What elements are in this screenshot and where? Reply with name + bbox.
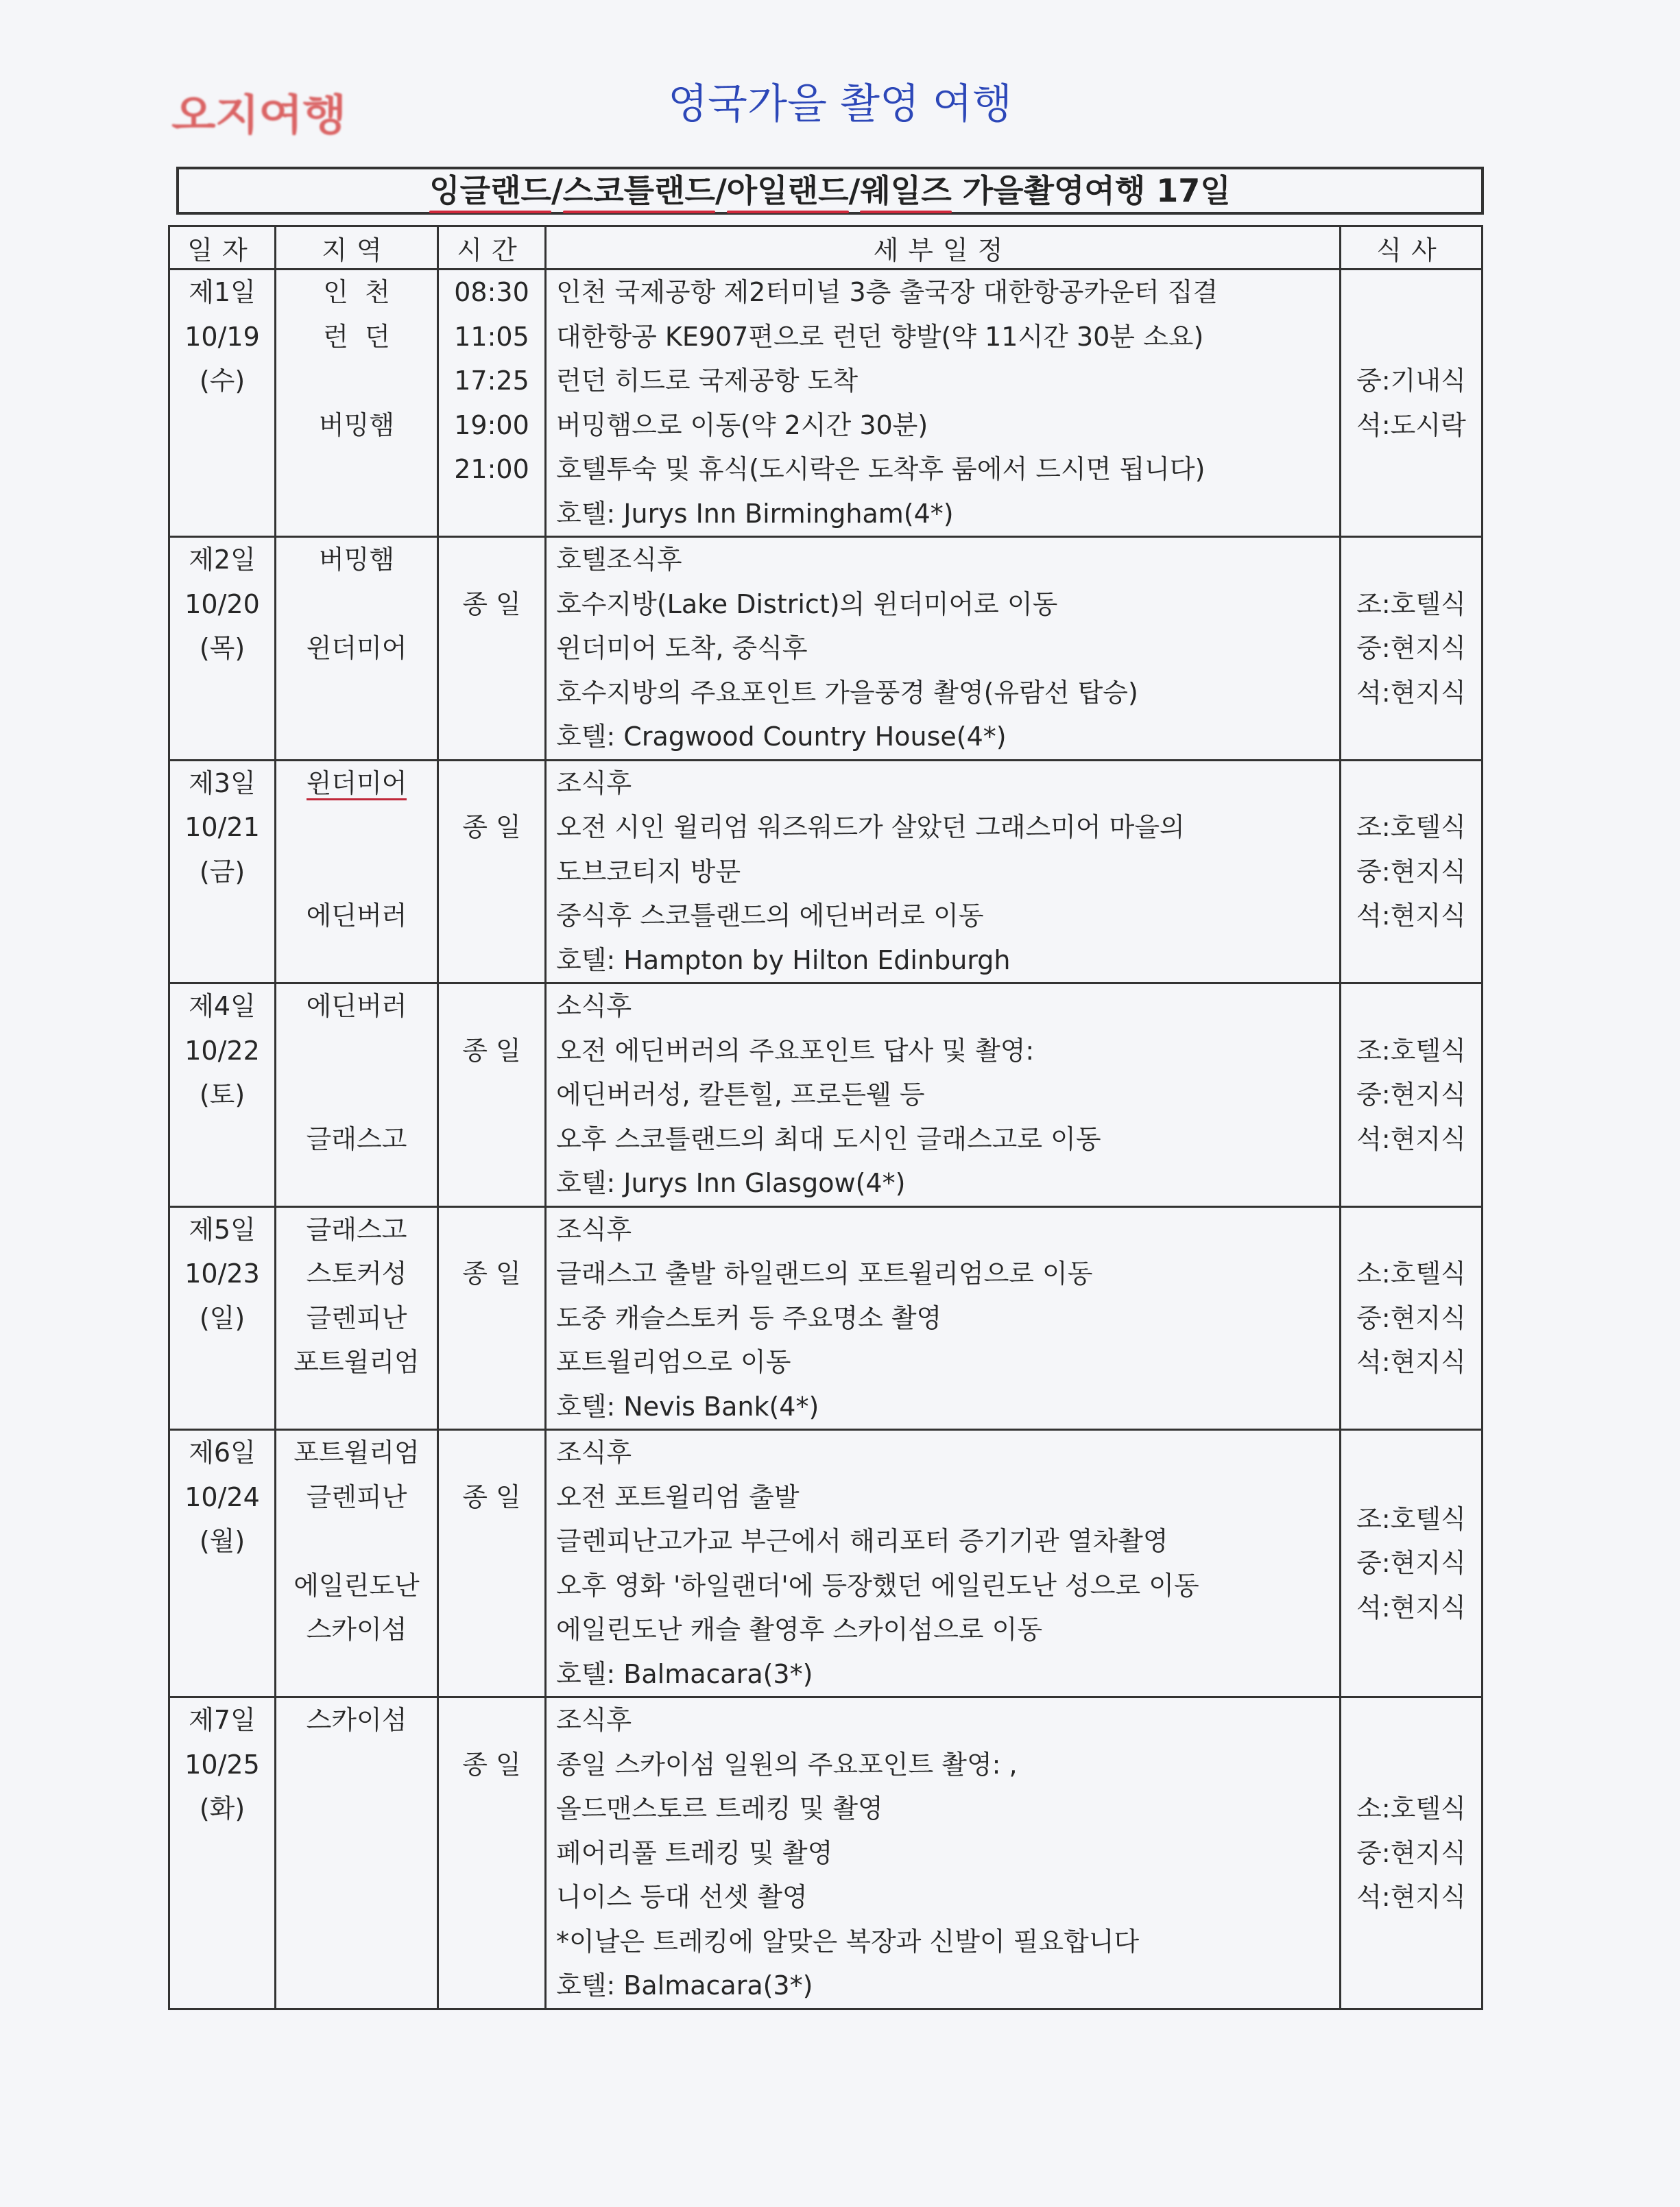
subtitle-scotland: 스코틀랜드: [563, 172, 715, 209]
meal-cell: [1341, 270, 1483, 537]
header-day: 일자: [169, 226, 276, 270]
detail-line: 도중 캐슬스토커 등 주요명소 촬영: [556, 1302, 942, 1333]
region-name: [276, 1073, 437, 1117]
day-row: [169, 1206, 1483, 1430]
meal-line: 조:호텔식: [1356, 1035, 1466, 1066]
detail-cell: [546, 983, 1341, 1207]
subtitle-sep: /: [715, 172, 727, 209]
day-date: 10/20: [184, 588, 260, 619]
detail-line: 인천 국제공항 제2터미널 3층 출국장 대한항공카운터 집결: [556, 277, 1219, 307]
region-name: 스카이섬: [306, 1614, 407, 1645]
detail-line: 호텔투숙 및 휴식(도시락은 도착후 룸에서 드시면 됩니다): [556, 454, 1205, 484]
meal-line: 조:호텔식: [1356, 812, 1466, 842]
meal-line: 중:현지식: [1356, 1302, 1466, 1333]
region-name: 글래스고: [306, 1123, 407, 1154]
day-cell: [169, 1206, 276, 1430]
detail-line: 에일린도난 캐슬 촬영후 스카이섬으로 이동: [556, 1614, 1043, 1645]
region-cell: [276, 983, 438, 1207]
region-name: 에딘버러: [306, 991, 407, 1021]
detail-line: 포트윌리엄으로 이동: [556, 1347, 791, 1377]
meal-line: 중:현지식: [1356, 1079, 1466, 1110]
time-value: 종 일: [462, 1258, 521, 1289]
header-row: [169, 226, 1483, 270]
time-value: [439, 1431, 544, 1475]
day-cell: [169, 1697, 276, 2009]
time-cell: [438, 1430, 546, 1697]
meal-line: 석:현지식: [1356, 1882, 1466, 1912]
meal-line: 중:현지식: [1356, 633, 1466, 663]
time-cell: [438, 537, 546, 761]
region-name: [276, 582, 437, 627]
meal-line: [1341, 984, 1481, 1029]
day-date: 10/22: [184, 1035, 260, 1066]
meal-line: 석:현지식: [1356, 1123, 1466, 1154]
day-date: 10/19: [184, 321, 260, 352]
detail-line: 호텔조식후: [556, 545, 682, 575]
subtitle-england: 잉글랜드: [429, 172, 551, 209]
meal-line: [1341, 1208, 1481, 1252]
detail-cell: [546, 270, 1341, 537]
detail-line: 글래스고 출발 하일랜드의 포트윌리엄으로 이동: [556, 1258, 1093, 1289]
day-cell: [169, 760, 276, 983]
time-value: [439, 1208, 544, 1252]
detail-line: 오후 영화 '하일랜더'에 등장했던 에일린도난 성으로 이동: [556, 1570, 1199, 1601]
hotel-line: 호텔: Balmacara(3*): [556, 1970, 813, 2001]
day-weekday: (월): [199, 1526, 245, 1556]
day-weekday: (토): [199, 1079, 245, 1110]
header-region: 지역: [276, 226, 438, 270]
meal-line: 조:호텔식: [1356, 588, 1466, 619]
region-name: 스토커성: [306, 1258, 407, 1289]
day-number: 제7일: [189, 1705, 256, 1735]
day-number: 제5일: [189, 1214, 256, 1245]
detail-line: 버밍햄으로 이동(약 2시간 30분): [556, 409, 928, 440]
day-row: [169, 760, 1483, 983]
region-name: 에딘버러: [306, 900, 407, 931]
detail-cell: [546, 1697, 1341, 2009]
subtitle-rest: 가을촬영여행 17일: [951, 172, 1231, 209]
day-number: 제2일: [189, 545, 256, 575]
meal-line: 소:호텔식: [1356, 1258, 1466, 1289]
detail-line: 호수지방(Lake District)의 윈더미어로 이동: [556, 588, 1058, 619]
day-weekday: (수): [199, 366, 245, 396]
day-date: 10/21: [184, 812, 260, 842]
detail-line: 오전 시인 윌리엄 워즈워드가 살았던 그래스미어 마을의: [556, 812, 1185, 842]
detail-line: 올드맨스토르 트레킹 및 촬영: [556, 1793, 883, 1824]
hotel-line: 호텔: Jurys Inn Glasgow(4*): [556, 1168, 906, 1198]
meal-line: 소:호텔식: [1356, 1793, 1466, 1824]
meal-cell: [1341, 1697, 1483, 2009]
detail-line: 글렌피난고가교 부근에서 해리포터 증기기관 열차촬영: [556, 1526, 1168, 1556]
time-value: 종 일: [462, 1481, 521, 1512]
detail-line: 페어리풀 트레킹 및 촬영: [556, 1837, 833, 1868]
day-row: [169, 1430, 1483, 1697]
meal-line: [1341, 1743, 1481, 1787]
region-name: 포트윌리엄: [293, 1347, 420, 1377]
day-row: [169, 537, 1483, 761]
detail-line: 런던 히드로 국제공항 도착: [556, 366, 859, 396]
region-name: [276, 805, 437, 850]
day-weekday: (목): [199, 633, 245, 663]
detail-cell: [546, 760, 1341, 983]
detail-cell: [546, 1430, 1341, 1697]
region-cell: [276, 537, 438, 761]
detail-line: 조식후: [556, 1214, 632, 1245]
region-name: 윈더미어: [306, 633, 407, 663]
time-value: 종 일: [462, 812, 521, 842]
header-time: 시간: [438, 226, 546, 270]
meal-line: 석:현지식: [1356, 1592, 1466, 1623]
region-name: [276, 1029, 437, 1073]
day-cell: [169, 537, 276, 761]
region-name: [276, 359, 437, 403]
hotel-line: 호텔: Balmacara(3*): [556, 1658, 813, 1689]
detail-line: 조식후: [556, 1437, 632, 1468]
meal-line: [1341, 315, 1481, 359]
detail-line: 조식후: [556, 1705, 632, 1735]
subtitle-ireland: 아일랜드: [727, 172, 849, 209]
subtitle-sep: /: [551, 172, 563, 209]
day-cell: [169, 1430, 276, 1697]
time-value: [439, 538, 544, 582]
detail-line: 소식후: [556, 991, 632, 1021]
day-date: 10/23: [184, 1258, 260, 1289]
time-value: 21:00: [454, 454, 529, 484]
time-value: [439, 984, 544, 1029]
meal-line: 중:기내식: [1356, 366, 1466, 396]
time-value: 19:00: [454, 409, 529, 440]
subtitle-wales: 웨일즈: [860, 172, 951, 209]
region-name: [276, 761, 437, 806]
detail-line: 조식후: [556, 767, 632, 798]
day-weekday: (일): [199, 1302, 245, 1333]
day-cell: [169, 270, 276, 537]
meal-line: 중:현지식: [1356, 1837, 1466, 1868]
region-name: 스카이섬: [306, 1705, 407, 1735]
meal-line: 석:현지식: [1356, 900, 1466, 931]
day-weekday: (화): [199, 1793, 245, 1824]
day-row: [169, 1697, 1483, 2009]
detail-cell: [546, 537, 1341, 761]
region-cell: [276, 1697, 438, 2009]
time-value: 종 일: [462, 1035, 521, 1066]
time-value: [439, 761, 544, 806]
detail-line: 도브코티지 방문: [556, 856, 741, 887]
pen-underline: 윈더미어: [307, 768, 407, 800]
detail-line: 윈더미어 도착, 중식후: [556, 633, 808, 663]
time-cell: [438, 983, 546, 1207]
time-value: 11:05: [454, 321, 529, 352]
meal-cell: [1341, 1206, 1483, 1430]
trip-subtitle: [176, 167, 1484, 215]
subtitle-sep: /: [848, 172, 861, 209]
meal-line: 석:도시락: [1356, 409, 1466, 440]
header-meal: 식사: [1341, 226, 1483, 270]
detail-line: 오전 포트윌리엄 출발: [556, 1481, 800, 1512]
hotel-line: 호텔: Hampton by Hilton Edinburgh: [556, 944, 1011, 975]
detail-line: 종일 스카이섬 일원의 주요포인트 촬영: ,: [556, 1749, 1018, 1780]
meal-line: 석:현지식: [1356, 1347, 1466, 1377]
region-name: 글렌피난: [306, 1481, 407, 1512]
meal-cell: [1341, 760, 1483, 983]
company-logo: 오지여행: [171, 90, 346, 140]
meal-line: 조:호텔식: [1356, 1503, 1466, 1534]
day-cell: [169, 983, 276, 1207]
meal-line: [1341, 1698, 1481, 1743]
day-number: 제3일: [189, 767, 256, 798]
detail-cell: [546, 1206, 1341, 1430]
time-cell: [438, 760, 546, 983]
region-name: 런 던: [323, 321, 390, 352]
detail-line: 오후 스코틀랜드의 최대 도시인 글래스고로 이동: [556, 1123, 1101, 1154]
itinerary-table: [168, 225, 1483, 2010]
meal-line: 중:현지식: [1356, 1548, 1466, 1578]
detail-line: 대한항공 KE907편으로 런던 향발(약 11시간 30분 소요): [556, 321, 1204, 352]
region-cell: [276, 1430, 438, 1697]
region-name: 글래스고: [306, 1214, 407, 1245]
region-name: 글렌피난: [306, 1302, 407, 1333]
meal-cell: [1341, 537, 1483, 761]
hotel-line: 호텔: Jurys Inn Birmingham(4*): [556, 498, 954, 529]
day-number: 제1일: [189, 277, 256, 307]
day-number: 제6일: [189, 1437, 256, 1468]
region-name: [276, 850, 437, 894]
detail-line: 중식후 스코틀랜드의 에딘버러로 이동: [556, 900, 984, 931]
region-name: [276, 1519, 437, 1564]
day-number: 제4일: [189, 991, 256, 1021]
meal-cell: [1341, 1430, 1483, 1697]
day-date: 10/24: [184, 1481, 260, 1512]
meal-line: 중:현지식: [1356, 856, 1466, 887]
detail-line: 호수지방의 주요포인트 가을풍경 촬영(유람선 탑승): [556, 677, 1138, 708]
region-name: 인 천: [323, 277, 390, 307]
page-title: 영국가을 촬영 여행: [668, 80, 1012, 128]
time-value: 08:30: [454, 277, 529, 307]
time-value: [439, 1698, 544, 1743]
day-row: [169, 983, 1483, 1207]
day-weekday: (금): [199, 856, 245, 887]
meal-line: 석:현지식: [1356, 677, 1466, 708]
meal-cell: [1341, 983, 1483, 1207]
day-row: [169, 270, 1483, 537]
hotel-line: 호텔: Cragwood Country House(4*): [556, 721, 1007, 752]
meal-line: [1341, 270, 1481, 315]
time-value: 17:25: [454, 366, 529, 396]
meal-line: [1341, 1475, 1481, 1497]
detail-line: 오전 에딘버러의 주요포인트 답사 및 촬영:: [556, 1035, 1035, 1066]
region-name: 에일린도난: [293, 1570, 420, 1601]
region-cell: [276, 270, 438, 537]
time-value: 종 일: [462, 1749, 521, 1780]
detail-line: 에딘버러성, 칼튼힐, 프로든웰 등: [556, 1079, 925, 1110]
header-detail: 세부일정: [546, 226, 1341, 270]
hotel-line: 호텔: Nevis Bank(4*): [556, 1391, 819, 1422]
detail-line: 니이스 등대 선셋 촬영: [556, 1882, 808, 1912]
region-cell: [276, 760, 438, 983]
time-value: 종 일: [462, 588, 521, 619]
meal-line: [1341, 761, 1481, 806]
time-cell: [438, 1697, 546, 2009]
time-cell: [438, 270, 546, 537]
region-cell: [276, 1206, 438, 1430]
region-name: 포트윌리엄: [293, 1437, 420, 1468]
time-cell: [438, 1206, 546, 1430]
region-name: 버밍햄: [318, 545, 395, 575]
day-date: 10/25: [184, 1749, 260, 1780]
region-name: 버밍햄: [318, 409, 395, 440]
meal-line: [1341, 538, 1481, 582]
meal-line: [1341, 1431, 1481, 1475]
note-line: *이날은 트레킹에 알맞은 복장과 신발이 필요합니다: [556, 1926, 1140, 1957]
